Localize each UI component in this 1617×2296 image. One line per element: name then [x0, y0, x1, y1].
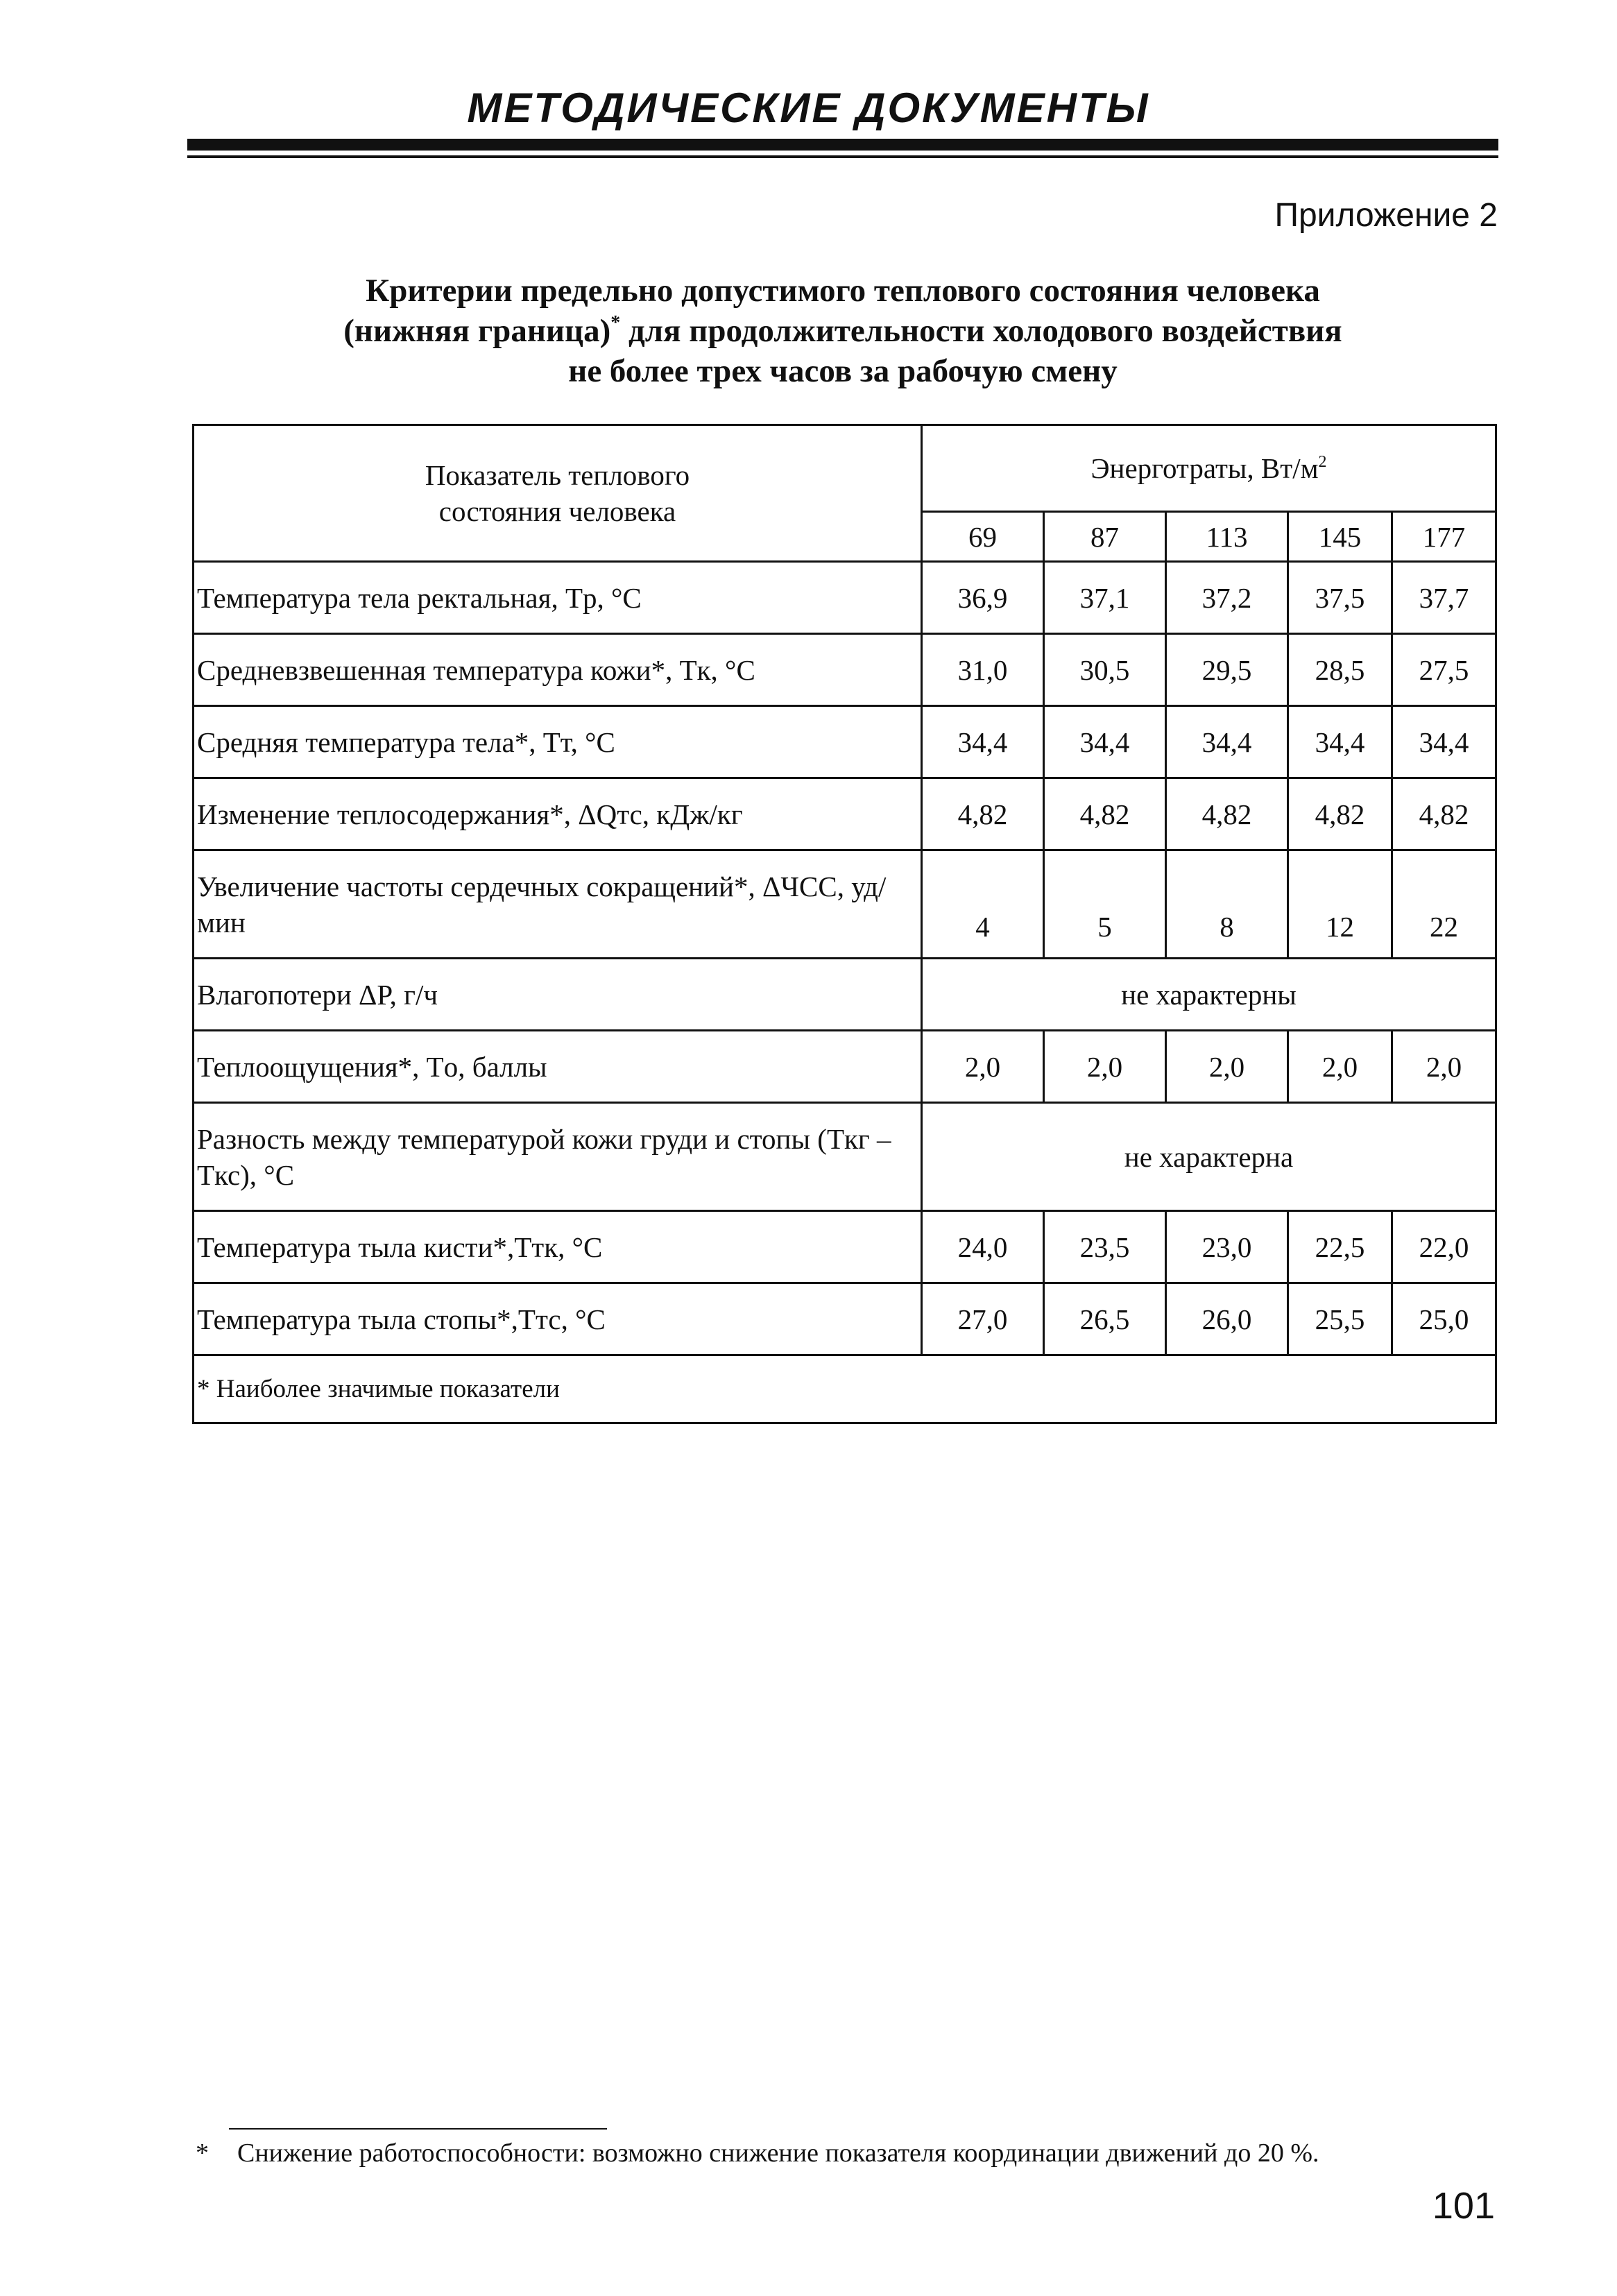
- row-value: 34,4: [1044, 706, 1166, 778]
- row-value: 26,0: [1166, 1283, 1288, 1355]
- table-row: [194, 778, 1496, 850]
- level-cell: 145: [1288, 512, 1392, 562]
- row-label: Средняя температура тела*, Tт, °C: [194, 706, 922, 778]
- title-line-2-post: для продолжительности холодового воздействия: [620, 313, 1342, 349]
- row-span-value: не характерна: [922, 1103, 1496, 1211]
- table-row: [194, 1031, 1496, 1103]
- level-cell: 113: [1166, 512, 1288, 562]
- row-value: 4,82: [1166, 778, 1288, 850]
- param-header-cell: [194, 425, 922, 562]
- title-line-1: Критерии предельно допустимого теплового состояния человека: [366, 273, 1320, 309]
- row-value: 4,82: [1288, 778, 1392, 850]
- row-value: 24,0: [922, 1211, 1044, 1283]
- energy-header-text: Энерготраты, Вт/м: [1090, 452, 1319, 484]
- table-row: [194, 1103, 1496, 1211]
- row-value: 5: [1044, 850, 1166, 959]
- row-value: 2,0: [1392, 1031, 1496, 1103]
- row-value: 36,9: [922, 562, 1044, 634]
- page-header-title: МЕТОДИЧЕСКИЕ ДОКУМЕНТЫ: [467, 85, 1150, 131]
- row-value: 37,7: [1392, 562, 1496, 634]
- table-row: [194, 1211, 1496, 1283]
- row-label: Разность между температурой кожи груди и стопы (Tкг – Tкс), °C: [194, 1103, 922, 1211]
- row-value: 23,5: [1044, 1211, 1166, 1283]
- row-label: Температура тыла стопы*,Tтс, °C: [194, 1283, 922, 1355]
- level-cell: 87: [1044, 512, 1166, 562]
- appendix-label: Приложение 2: [1274, 197, 1498, 234]
- page-number: 101: [1432, 2185, 1495, 2227]
- energy-header-cell: [922, 425, 1496, 512]
- row-label: Увеличение частоты сердечных сокращений*, ΔЧСС, уд/мин: [194, 850, 922, 959]
- row-value: 34,4: [1392, 706, 1496, 778]
- row-value: 30,5: [1044, 634, 1166, 706]
- title-line-3: не более трех часов за рабочую смену: [568, 353, 1118, 389]
- row-value: 28,5: [1288, 634, 1392, 706]
- table-title: [187, 271, 1498, 391]
- header-rule-thin: [187, 155, 1498, 158]
- row-value: 31,0: [922, 634, 1044, 706]
- row-value: 37,5: [1288, 562, 1392, 634]
- energy-unit-sup: 2: [1318, 453, 1327, 471]
- param-header-text: Показатель теплового состояния человека: [425, 459, 690, 527]
- table-row: [194, 562, 1496, 634]
- row-value: 25,5: [1288, 1283, 1392, 1355]
- row-value: 25,0: [1392, 1283, 1496, 1355]
- table-note-row: [194, 1355, 1496, 1423]
- footnote-text: Снижение работоспособности: возможно снижение показателя координации движений до 20 %.: [237, 2139, 1319, 2168]
- row-value: 22,5: [1288, 1211, 1392, 1283]
- footnote: [196, 2136, 1319, 2170]
- row-label: Температура тыла кисти*,Tтк, °C: [194, 1211, 922, 1283]
- title-line-2: [187, 311, 1498, 351]
- level-cell: 177: [1392, 512, 1496, 562]
- table-row: [194, 1283, 1496, 1355]
- row-value: 23,0: [1166, 1211, 1288, 1283]
- header-rule-thick: [187, 139, 1498, 151]
- table-row: [194, 634, 1496, 706]
- row-label: Влагопотери ΔP, г/ч: [194, 959, 922, 1031]
- row-value: 37,1: [1044, 562, 1166, 634]
- row-label: Теплоощущения*, Tо, баллы: [194, 1031, 922, 1103]
- row-value: 22,0: [1392, 1211, 1496, 1283]
- row-span-value: не характерны: [922, 959, 1496, 1031]
- level-cell: 69: [922, 512, 1044, 562]
- row-label: Температура тела ректальная, Tр, °C: [194, 562, 922, 634]
- row-value: 34,4: [922, 706, 1044, 778]
- row-value: 27,5: [1392, 634, 1496, 706]
- row-value: 4,82: [922, 778, 1044, 850]
- row-value: 2,0: [922, 1031, 1044, 1103]
- row-value: 37,2: [1166, 562, 1288, 634]
- row-value: 22: [1392, 850, 1496, 959]
- row-value: 34,4: [1166, 706, 1288, 778]
- table-header-row: [194, 425, 1496, 512]
- row-value: 12: [1288, 850, 1392, 959]
- table-row: [194, 959, 1496, 1031]
- row-value: 2,0: [1288, 1031, 1392, 1103]
- row-value: 29,5: [1166, 634, 1288, 706]
- row-value: 4,82: [1392, 778, 1496, 850]
- row-value: 34,4: [1288, 706, 1392, 778]
- table-note: * Наиболее значимые показатели: [194, 1355, 1496, 1423]
- criteria-table: [192, 424, 1497, 1424]
- table-row: [194, 850, 1496, 959]
- row-value: 26,5: [1044, 1283, 1166, 1355]
- title-line-2-pre: (нижняя граница): [343, 313, 611, 349]
- row-value: 4,82: [1044, 778, 1166, 850]
- row-value: 27,0: [922, 1283, 1044, 1355]
- footnote-star: *: [196, 2139, 209, 2168]
- row-value: 4: [922, 850, 1044, 959]
- row-value: 2,0: [1166, 1031, 1288, 1103]
- row-value: 8: [1166, 850, 1288, 959]
- table-row: [194, 706, 1496, 778]
- row-value: 2,0: [1044, 1031, 1166, 1103]
- row-label: Изменение теплосодержания*, ΔQтс, кДж/кг: [194, 778, 922, 850]
- row-label: Средневзвешенная температура кожи*, Tк, °C: [194, 634, 922, 706]
- title-asterisk: *: [610, 312, 621, 334]
- footnote-rule: [229, 2128, 607, 2130]
